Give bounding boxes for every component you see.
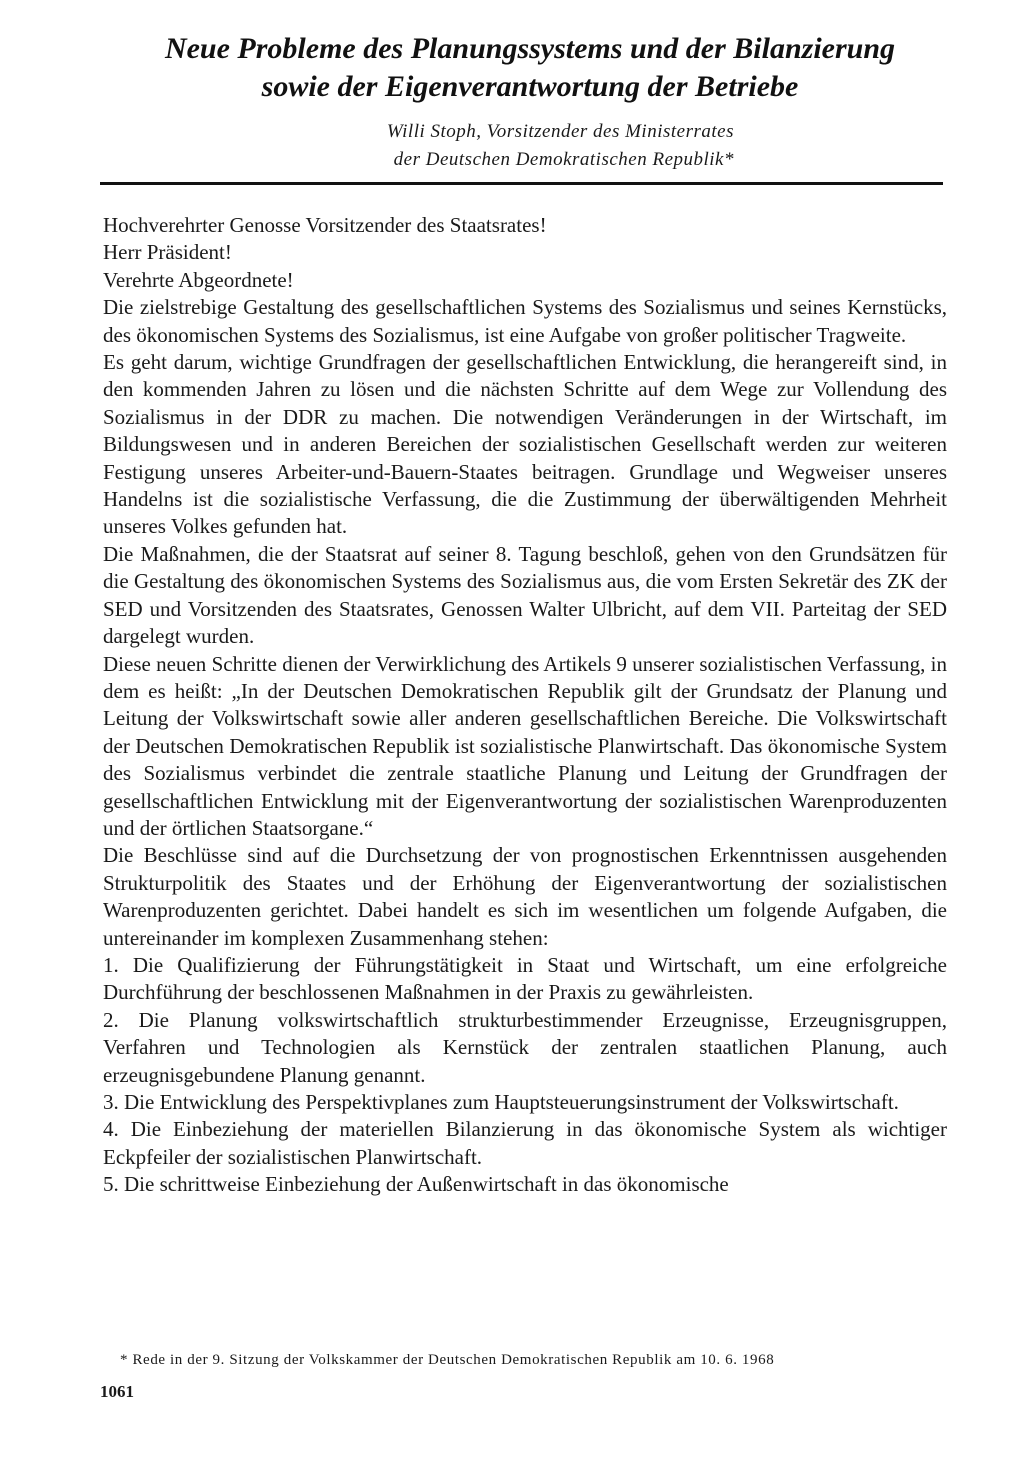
title-line-1: Neue Probleme des Planungssystems und der Bilanzierung <box>164 32 896 65</box>
article-body <box>103 212 947 1199</box>
salutation-president: Herr Präsident! <box>103 240 232 265</box>
salutation-chairman: Hochverehrter Genosse Vorsitzender des Staatsrates! <box>103 213 547 237</box>
paragraph-3: Die Maßnahmen, die der Staatsrat auf seiner 8. Tagung beschloß, gehen von den Grundsätzen für die Gestaltung des ökonomischen Systems des Sozialismus aus, die vom Ersten Sekretär des ZK der SED und Vorsitzenden des Staatsrates, Genossen Walter Ulbricht, auf dem VII. Parteitag der SED dargelegt wurden. <box>103 541 947 649</box>
paragraph-1: Die zielstrebige Gestaltung des gesellschaftlichen Systems des Sozialismus und seines Kernstücks, des ökonomischen Systems des Sozialismus, ist eine Aufgabe von großer politischer Tragweite. <box>103 295 947 347</box>
list-item-4: 4. Die Einbeziehung der materiellen Bilanzierung in das ökonomische System als wichtiger Eckpfeiler der sozialistischen Planwirtschaft. <box>103 1117 947 1169</box>
paragraph-2: Es geht darum, wichtige Grundfragen der gesellschaftlichen Entwicklung, die herangereift sind, in den kommenden Jahren zu lösen und die nächsten Schritte auf dem Wege zur Vollendung des Sozialismus in der DDR zu machen. Die notwendigen Veränderungen in der Wirtschaft, im Bildungswesen und in anderen Bereichen der sozialistischen Gesellschaft werden zur weiteren Festigung unseres Arbeiter-und-Bauern-Staates beitragen. Grundlage und Wegweiser unseres Handelns ist die sozialistische Verfassung, die die Zustimmung der überwältigenden Mehrheit unseres Volkes gefunden hat. <box>103 350 947 539</box>
footnote: * Rede in der 9. Sitzung der Volkskammer der Deutschen Demokratischen Republik am 10. 6. 1968 <box>120 1352 775 1368</box>
header-divider <box>100 182 943 185</box>
paragraph-5: Die Beschlüsse sind auf die Durchsetzung der von prognostischen Erkenntnissen ausgehenden Strukturpolitik des Staates und der Erhöhung der Eigenverantwortung der sozialistischen Warenproduzenten gerichtet. Dabei handelt es sich im wesentlichen um folgende Aufgaben, die untereinander im komplexen Zusammenhang stehen: <box>103 843 947 950</box>
list-item-1: 1. Die Qualifizierung der Führungstätigkeit in Staat und Wirtschaft, um eine erfolgreiche Durchführung der beschlossenen Maßnahmen in der Praxis zu gewährleisten. <box>103 952 947 1005</box>
article-title <box>90 30 970 106</box>
list-item-3: 3. Die Entwicklung des Perspektivplanes zum Hauptsteuerungsinstrument der Volkswirtschaft. <box>103 1090 899 1114</box>
title-line-2: sowie der Eigenverantwortung der Betriebe <box>261 70 799 103</box>
paragraph-4: Diese neuen Schritte dienen der Verwirklichung des Artikels 9 unserer sozialistischen Verfassung, in dem es heißt: „In der Deutschen Demokratischen Republik gilt der Grundsatz der Planung und Leitung der Volkswirtschaft sowie aller anderen gesellschaftlichen Bereiche. Die Volkswirtschaft der Deutschen Demokratischen Republik ist sozialistische Planwirtschaft. Das ökonomische System des Sozialismus verbindet die zentrale staatliche Planung und Leitung der Grundfragen der gesellschaftlichen Entwicklung mit der Eigenverantwortung der sozialistischen Warenproduzenten und der örtlichen Staatsorgane.“ <box>103 651 947 840</box>
salutation-deputies: Verehrte Abgeordnete! <box>103 267 294 292</box>
author-line-2: der Deutschen Demokratischen Republik* <box>393 149 734 170</box>
author-line-1: Willi Stoph, Vorsitzender des Ministerrates <box>386 121 734 142</box>
list-item-2: 2. Die Planung volkswirtschaftlich strukturbestimmender Erzeugnisse, Erzeugnisgruppen, Verfahren und Technologien als Kernstück der zentralen staatlichen Planung, auch erzeugnisgebundene Planung genannt. <box>103 1007 947 1087</box>
list-item-5: 5. Die schrittweise Einbeziehung der Außenwirtschaft in das ökonomische <box>103 1172 729 1197</box>
page-number: 1061 <box>100 1382 134 1401</box>
author-byline <box>214 118 734 174</box>
